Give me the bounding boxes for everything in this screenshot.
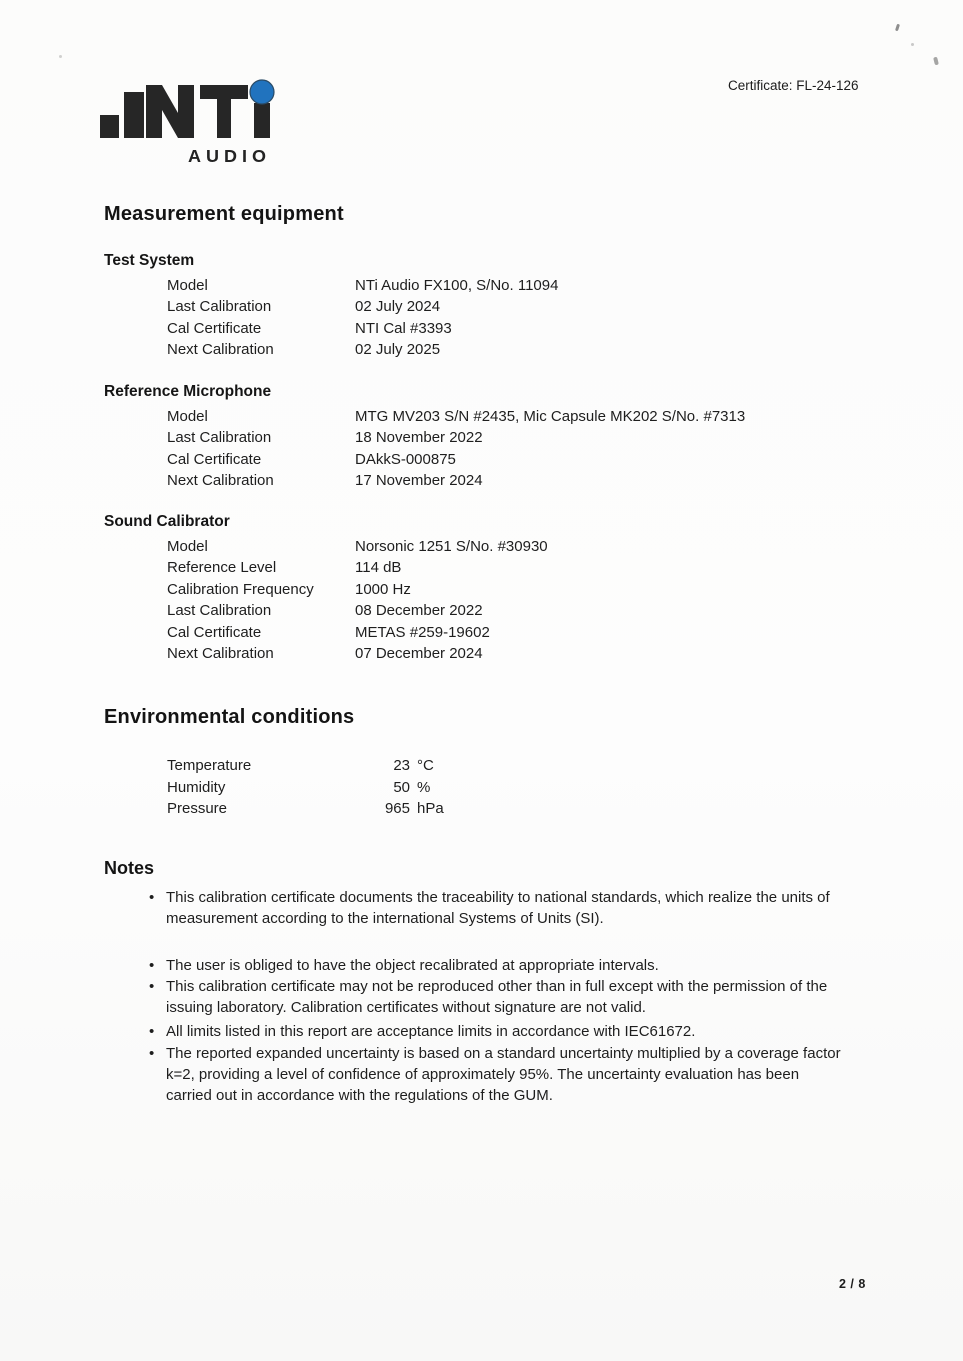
group-title: Reference Microphone — [104, 383, 272, 400]
spec-row — [167, 275, 558, 296]
spec-value: 1000 Hz — [355, 580, 411, 598]
note-text: This calibration certificate documents the traceability to national standards, which realize the units of measurement according to the international Systems of Units (SI). — [166, 889, 830, 928]
equipment-group-reference-microphone — [104, 382, 745, 492]
spec-label: Calibration Frequency — [167, 580, 314, 598]
spec-value: 114 dB — [355, 559, 402, 577]
spec-row — [167, 296, 558, 317]
env-row — [167, 755, 444, 777]
spec-label: Next Calibration — [167, 341, 274, 359]
spec-label: Model — [167, 277, 208, 294]
note-text: The user is obliged to have the object recalibrated at appropriate intervals. — [166, 956, 659, 974]
section-title-measurement-equipment: Measurement equipment — [104, 203, 344, 225]
note-item — [149, 1043, 842, 1107]
certificate-number: Certificate: FL-24-126 — [728, 78, 859, 93]
spec-label: Reference Level — [167, 559, 277, 577]
spec-label: Cal Certificate — [167, 450, 262, 468]
spec-label: Model — [167, 408, 208, 425]
spec-label: Last Calibration — [167, 298, 272, 316]
note-item — [149, 1021, 842, 1042]
env-row — [167, 798, 444, 820]
env-value: 965 — [384, 800, 410, 818]
spec-row — [167, 470, 745, 491]
note-item — [149, 887, 842, 930]
spec-row — [167, 318, 558, 339]
spec-value: 02 July 2025 — [355, 341, 441, 359]
bullet-icon: • — [149, 956, 155, 974]
note-text: The reported expanded uncertainty is based on a standard uncertainty multiplied by a coverage factor k=2, providing a level of confidence of approximately 95%. The uncertainty evaluation has been carried out in accordance with the regulations of the GUM. — [166, 1044, 841, 1105]
bullet-icon: • — [149, 1023, 155, 1041]
spec-row — [167, 579, 548, 600]
scan-artifact — [895, 24, 900, 32]
note-item — [149, 976, 842, 1019]
spec-row — [167, 643, 548, 664]
spec-value: NTI Cal #3393 — [355, 319, 452, 337]
note-text: All limits listed in this report are acceptance limits in accordance with IEC61672. — [166, 1023, 696, 1041]
env-value: 50 — [393, 778, 410, 796]
spec-value: 07 December 2024 — [355, 645, 483, 663]
note-item — [149, 955, 842, 976]
scan-artifact — [933, 57, 939, 66]
notes-list — [149, 887, 842, 1107]
scan-artifact — [59, 55, 62, 58]
bullet-icon: • — [149, 977, 155, 995]
spec-value: 17 November 2024 — [355, 472, 483, 490]
spec-row — [167, 406, 745, 427]
group-title: Sound Calibrator — [104, 513, 230, 530]
spec-label: Model — [167, 538, 208, 555]
env-label: Pressure — [167, 800, 228, 818]
nti-logo-mark — [100, 79, 280, 141]
env-label: Temperature — [167, 757, 252, 774]
spec-label: Last Calibration — [167, 602, 272, 620]
section-title-environmental-conditions: Environmental conditions — [104, 706, 355, 728]
spec-value: DAkkS-000875 — [355, 450, 456, 468]
equipment-group-test-system — [104, 251, 558, 361]
note-text: This calibration certificate may not be reproduced other than in full except with the permission of the issuing laboratory. Calibration certificates without signature are not valid. — [166, 977, 828, 1017]
group-title: Test System — [104, 252, 195, 269]
spec-label: Cal Certificate — [167, 319, 262, 337]
bullet-icon: • — [149, 889, 155, 906]
spec-label: Last Calibration — [167, 429, 272, 447]
spec-value: MTG MV203 S/N #2435, Mic Capsule MK202 S/No. #7313 — [355, 408, 746, 425]
spec-row — [167, 427, 745, 448]
spec-label: Next Calibration — [167, 645, 274, 663]
scan-artifact — [911, 43, 914, 46]
nti-audio-logo — [100, 79, 300, 179]
logo-blue-dot — [250, 80, 274, 104]
environmental-conditions-table — [167, 755, 444, 820]
spec-value: METAS #259-19602 — [355, 623, 490, 641]
spec-value: 08 December 2022 — [355, 602, 483, 620]
env-unit: % — [417, 778, 431, 796]
spec-value: Norsonic 1251 S/No. #30930 — [355, 538, 548, 555]
spec-row — [167, 600, 548, 621]
spec-value: 02 July 2024 — [355, 298, 441, 316]
spec-row — [167, 557, 548, 578]
env-row — [167, 777, 444, 799]
spec-label: Next Calibration — [167, 472, 274, 490]
page-number: 2 / 8 — [839, 1277, 866, 1291]
logo-audio-text: AUDIO — [188, 147, 271, 166]
spec-row — [167, 536, 548, 557]
spec-row — [167, 339, 558, 360]
spec-value: NTi Audio FX100, S/No. 11094 — [355, 277, 559, 294]
env-label: Humidity — [167, 778, 226, 796]
env-unit: °C — [417, 757, 434, 774]
spec-row — [167, 622, 548, 643]
env-unit: hPa — [417, 800, 444, 818]
equipment-group-sound-calibrator — [104, 512, 548, 664]
section-title-notes: Notes — [104, 858, 155, 878]
spec-value: 18 November 2022 — [355, 429, 483, 447]
env-value: 23 — [393, 757, 410, 774]
bullet-icon: • — [149, 1044, 155, 1062]
spec-label: Cal Certificate — [167, 623, 262, 641]
spec-row — [167, 449, 745, 470]
